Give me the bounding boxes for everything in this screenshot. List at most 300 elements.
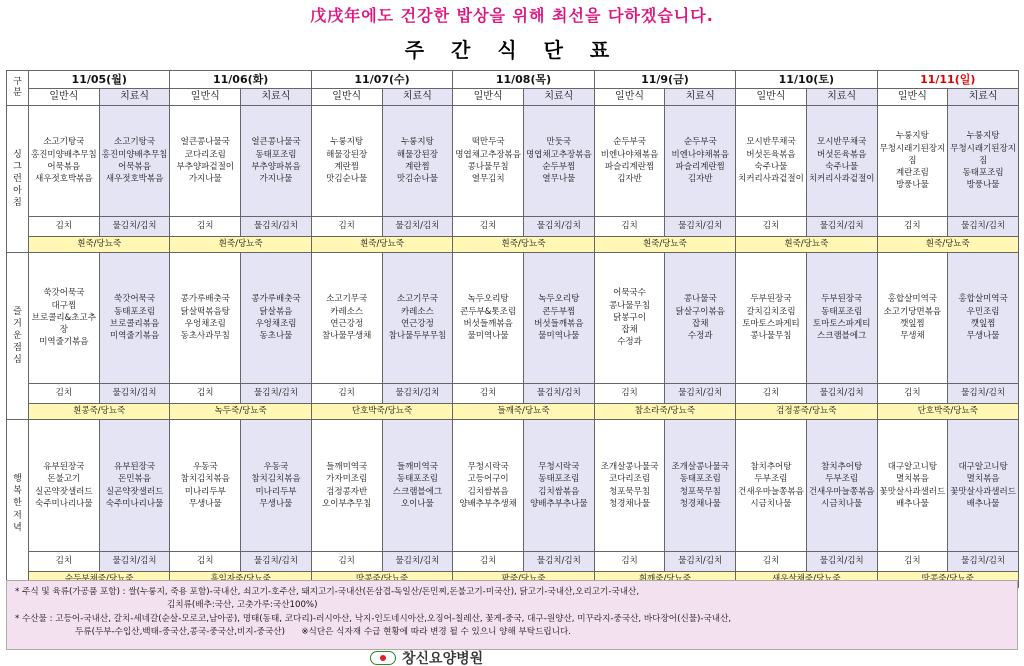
menu-item: 오이부추무침 <box>322 498 372 509</box>
menu-item: 해물강된장 <box>326 149 368 160</box>
menu-item: 순두부국 <box>613 137 646 148</box>
general-diet-header: 일반식 <box>29 89 100 106</box>
general-menu-cell <box>29 106 100 217</box>
kimchi-general: 김치 <box>594 384 665 404</box>
menu-item: 맛김순나물 <box>326 174 368 185</box>
menu-item: 누룽지탕 <box>400 137 434 148</box>
general-menu-cell <box>877 106 948 217</box>
menu-item: 닭봉구이 <box>613 312 646 323</box>
menu-item: 새우젓호박볶음 <box>35 174 93 185</box>
porridge-cell: 들깨죽/당뇨죽 <box>453 404 594 420</box>
menu-item: 시금치나물 <box>821 498 863 509</box>
menu-item: 청경채나물 <box>609 498 651 509</box>
menu-item: 참치김치볶음 <box>251 474 301 485</box>
kimchi-general: 김치 <box>29 217 100 237</box>
kimchi-therapeutic: 물김치/김치 <box>665 217 736 237</box>
kimchi-therapeutic: 물김치/김치 <box>382 552 453 572</box>
general-menu-cell <box>170 106 241 217</box>
menu-item: 얼큰콩나물국 <box>251 137 301 148</box>
kimchi-general: 김치 <box>877 217 948 237</box>
therapeutic-menu-cell <box>806 253 877 384</box>
menu-item: 무청시락국 <box>538 461 580 472</box>
menu-item: 깻잎찜 <box>900 319 925 329</box>
menu-item: 콩나물무침 <box>467 162 509 172</box>
date-header: 11/05(월) <box>29 71 170 89</box>
kimchi-general: 김치 <box>311 384 382 404</box>
menu-item: 꽃맛살사과샐러드 <box>950 486 1016 497</box>
menu-item: 누룽지탕 <box>330 137 364 148</box>
menu-item: 콩가루배춧국 <box>180 294 230 305</box>
menu-item: 명엽채고추장볶음 <box>455 149 521 160</box>
menu-item: 방풍나물 <box>895 180 929 191</box>
menu-item: 양배추부추생채 <box>459 498 517 509</box>
menu-item: 버섯들깨볶음 <box>463 319 513 329</box>
menu-item: 파슬리계란찜 <box>675 162 725 172</box>
therapeutic-menu-cell <box>99 253 170 384</box>
menu-item: 홍합살미역국 <box>958 294 1008 305</box>
therapeutic-menu-cell <box>241 106 312 217</box>
kimchi-therapeutic: 물김치/김치 <box>382 217 453 237</box>
menu-item: 김치쌈볶음 <box>538 486 580 497</box>
menu-item: 무생나물 <box>259 498 293 509</box>
menu-item: 조개살콩나물국 <box>600 461 659 472</box>
menu-item: 깻잎찜 <box>970 319 996 329</box>
therapeutic-menu-cell <box>948 106 1019 217</box>
menu-item: 김자반 <box>687 174 713 185</box>
general-menu-cell <box>170 420 241 552</box>
kimchi-general: 김치 <box>453 552 524 572</box>
menu-item: 잡채 <box>692 319 709 329</box>
porridge-cell: 흰죽/당뇨죽 <box>29 237 170 253</box>
therapeutic-diet-header: 치료식 <box>665 89 736 106</box>
menu-item: 콘두부&톳조림 <box>460 306 517 317</box>
general-menu-cell <box>594 106 665 217</box>
menu-item: 두부조림 <box>825 474 859 485</box>
menu-item: 동태포조림 <box>679 474 721 485</box>
menu-item: 카레소스 <box>330 306 364 317</box>
general-menu-cell <box>453 106 524 217</box>
menu-item: 누룽지탕 <box>895 131 929 142</box>
general-menu-cell <box>877 420 948 552</box>
meal-label: 행 복 한 저 녁 <box>7 420 29 588</box>
menu-item: 홍진미양배추무침 <box>101 149 168 160</box>
general-menu-cell <box>877 253 948 384</box>
menu-item: 토마토스파게티 <box>742 319 800 329</box>
menu-item: 수정과 <box>687 331 713 342</box>
therapeutic-diet-header: 치료식 <box>99 89 170 106</box>
menu-item: 멸치볶음 <box>966 474 1000 485</box>
general-diet-header: 일반식 <box>170 89 241 106</box>
menu-item: 물미역나물 <box>538 331 580 342</box>
menu-item: 갈치김치조림 <box>746 306 796 317</box>
menu-item: 조개살콩나물국 <box>671 461 729 472</box>
menu-item: 동태포조림 <box>255 149 297 160</box>
weekly-menu-table <box>6 70 1019 588</box>
kimchi-general: 김치 <box>736 217 807 237</box>
therapeutic-menu-cell <box>665 420 736 552</box>
menu-item: 계란조림 <box>895 168 929 179</box>
kimchi-general: 김치 <box>311 552 382 572</box>
menu-item: 수정과 <box>617 337 642 348</box>
general-menu-cell <box>736 420 807 552</box>
therapeutic-menu-cell <box>665 106 736 217</box>
general-menu-cell <box>311 253 382 384</box>
menu-item: 어묵볶음 <box>47 162 81 172</box>
meal-label: 즐 거 운 점 심 <box>7 253 29 420</box>
menu-item: 참나물무생채 <box>322 331 372 342</box>
porridge-cell: 흰죽/당뇨죽 <box>311 237 452 253</box>
menu-item: 두부된장국 <box>750 294 792 305</box>
therapeutic-menu-cell <box>665 253 736 384</box>
menu-item: 파슬리계란찜 <box>604 162 655 172</box>
notes-seafood-cont: 두류(두부-수입산,백태-중국산,콩국-중국산,비지-중국산) ※식단은 식자재 수급 현황에 따라 변경 될 수 있으니 양해 부탁드립니다. <box>75 626 572 637</box>
kimchi-general: 김치 <box>170 384 241 404</box>
menu-item: 김자반 <box>617 174 642 185</box>
date-header: 11/11(일) <box>877 71 1018 89</box>
kimchi-therapeutic: 물김치/김치 <box>948 384 1019 404</box>
menu-item: 버섯들깨볶음 <box>534 319 584 329</box>
menu-item: 모시반무채국 <box>817 137 867 148</box>
menu-item: 부추양파볶음 <box>251 162 301 172</box>
therapeutic-menu-cell <box>382 106 453 217</box>
menu-item: 소고기무국 <box>396 294 438 305</box>
kimchi-therapeutic: 물김치/김치 <box>99 384 170 404</box>
menu-item: 동초나물 <box>259 331 293 342</box>
kimchi-general: 김치 <box>453 217 524 237</box>
menu-item: 가지나물 <box>188 174 222 185</box>
menu-item: 브로콜리&초고추장 <box>31 312 96 336</box>
menu-item: 코다리조림 <box>184 149 226 160</box>
kimchi-therapeutic: 물김치/김치 <box>665 552 736 572</box>
porridge-cell: 단호박죽/당뇨죽 <box>877 404 1018 420</box>
general-menu-cell <box>594 420 665 552</box>
general-menu-cell <box>736 253 807 384</box>
therapeutic-menu-cell <box>382 420 453 552</box>
kimchi-therapeutic: 물김치/김치 <box>806 217 877 237</box>
menu-item: 양배추부추나물 <box>530 498 588 509</box>
kimchi-general: 김치 <box>453 384 524 404</box>
menu-item: 숙주미나리나물 <box>105 498 164 509</box>
kimchi-therapeutic: 물김치/김치 <box>523 552 594 572</box>
menu-item: 동초사과무침 <box>180 331 230 342</box>
hospital-logo-icon <box>370 651 396 665</box>
menu-item: 소고기당면볶음 <box>883 306 942 317</box>
kimchi-therapeutic: 물김치/김치 <box>99 217 170 237</box>
porridge-cell: 단호박죽/당뇨죽 <box>311 404 452 420</box>
date-header: 11/9(금) <box>594 71 735 89</box>
menu-item: 가자미조림 <box>326 474 368 485</box>
menu-item: 콩나물무침 <box>609 300 651 311</box>
menu-item: 치커리사과겉절이 <box>738 174 804 185</box>
menu-item: 동태포조림 <box>396 474 438 485</box>
menu-item: 우동국 <box>263 461 289 472</box>
menu-item: 스크램블에그 <box>817 331 867 342</box>
menu-item: 치커리사과겉절이 <box>808 174 875 185</box>
general-menu-cell <box>453 420 524 552</box>
menu-item: 청포묵무침 <box>609 486 651 497</box>
menu-item: 건새우마늘쫑볶음 <box>808 486 875 497</box>
menu-item: 미역줄기볶음 <box>109 331 160 342</box>
kimchi-therapeutic: 물김치/김치 <box>241 384 312 404</box>
general-menu-cell <box>736 106 807 217</box>
menu-item: 닭살떡볶음탕 <box>180 306 230 317</box>
menu-item: 어묵볶음 <box>118 162 151 172</box>
therapeutic-menu-cell <box>523 253 594 384</box>
menu-item: 두부조림 <box>754 474 788 485</box>
therapeutic-menu-cell <box>806 106 877 217</box>
menu-item: 모시반무채국 <box>746 137 796 148</box>
menu-item: 고등어구이 <box>467 474 509 485</box>
menu-item: 쑥갓어묵국 <box>114 294 156 305</box>
therapeutic-menu-cell <box>99 106 170 217</box>
menu-item: 들깨미역국 <box>396 461 438 472</box>
menu-item: 유부된장국 <box>43 461 85 472</box>
menu-item: 동태포조림 <box>114 306 156 317</box>
menu-item: 실곤약잣샐러드 <box>105 486 164 497</box>
kimchi-therapeutic: 물김치/김치 <box>241 217 312 237</box>
kimchi-therapeutic: 물김치/김치 <box>806 552 877 572</box>
menu-item: 버섯돈육볶음 <box>817 149 867 160</box>
menu-item: 어묵국수 <box>613 288 646 299</box>
menu-item: 계란찜 <box>405 162 430 172</box>
menu-item: 콩가루배춧국 <box>251 294 301 305</box>
kimchi-general: 김치 <box>594 552 665 572</box>
menu-item: 무청시래기된장지짐 <box>950 143 1016 166</box>
date-header: 11/07(수) <box>311 71 452 89</box>
menu-item: 두부된장국 <box>821 294 863 305</box>
menu-item: 명엽채고추장볶음 <box>525 149 592 160</box>
general-menu-cell <box>29 253 100 384</box>
kimchi-therapeutic: 물김치/김치 <box>382 384 453 404</box>
page-title: 주 간 식 단 표 <box>404 38 620 62</box>
menu-item: 멸치볶음 <box>895 474 929 485</box>
menu-item: 소고기탕국 <box>114 137 156 148</box>
menu-item: 가지나물 <box>259 174 293 185</box>
porridge-cell: 참소라죽/당뇨죽 <box>594 404 735 420</box>
general-menu-cell <box>594 253 665 384</box>
kimchi-general: 김치 <box>736 384 807 404</box>
menu-item: 숙주나물 <box>754 162 788 172</box>
meal-label: 싱 그 런 아 침 <box>7 106 29 253</box>
menu-item: 부추양파겉절이 <box>176 162 235 172</box>
menu-item: 토마토스파게티 <box>812 319 871 329</box>
date-header: 11/06(화) <box>170 71 311 89</box>
menu-item: 홍진미양배추무침 <box>31 149 97 160</box>
menu-item: 맛김순나물 <box>396 174 438 185</box>
kimchi-therapeutic: 물김치/김치 <box>523 384 594 404</box>
menu-item: 청경채나물 <box>679 498 721 509</box>
general-diet-header: 일반식 <box>453 89 524 106</box>
kimchi-general: 김치 <box>29 384 100 404</box>
menu-item: 들깨미역국 <box>326 461 368 472</box>
menu-item: 소고기탕국 <box>43 137 85 148</box>
porridge-cell: 흰죽/당뇨죽 <box>170 237 311 253</box>
porridge-cell: 검정콩죽/당뇨죽 <box>736 404 877 420</box>
therapeutic-diet-header: 치료식 <box>806 89 877 106</box>
kimchi-general: 김치 <box>170 552 241 572</box>
menu-item: 배추나물 <box>966 498 1000 509</box>
hospital-name: 창신요양병원 <box>402 651 484 666</box>
porridge-cell: 흰죽/당뇨죽 <box>594 237 735 253</box>
menu-item: 시금치나물 <box>750 498 792 509</box>
menu-item: 연근강정 <box>330 319 364 329</box>
porridge-cell: 녹두죽/당뇨죽 <box>170 404 311 420</box>
menu-item: 잡채 <box>621 325 638 336</box>
general-menu-cell <box>311 106 382 217</box>
menu-item: 순두부찜 <box>542 162 576 172</box>
menu-item: 순두부국 <box>683 137 717 148</box>
menu-item: 브로콜리볶음 <box>109 319 160 329</box>
kimchi-therapeutic: 물김치/김치 <box>948 552 1019 572</box>
kimchi-therapeutic: 물김치/김치 <box>523 217 594 237</box>
menu-item: 스크램블에그 <box>392 486 443 497</box>
menu-item: 닭살구이볶음 <box>675 306 725 317</box>
therapeutic-diet-header: 치료식 <box>241 89 312 106</box>
general-menu-cell <box>29 420 100 552</box>
date-header: 11/10(토) <box>736 71 877 89</box>
general-menu-cell <box>170 253 241 384</box>
menu-item: 물미역나물 <box>467 331 509 342</box>
menu-item: 무청시래기된장지짐 <box>879 143 946 166</box>
general-diet-header: 일반식 <box>311 89 382 106</box>
menu-item: 참나물두부무침 <box>388 331 447 342</box>
menu-item: 홍합살미역국 <box>887 294 938 305</box>
therapeutic-diet-header: 치료식 <box>382 89 453 106</box>
general-diet-header: 일반식 <box>877 89 948 106</box>
menu-item: 숙주나물 <box>825 162 859 172</box>
menu-item: 무청시락국 <box>467 461 509 472</box>
menu-item: 동태포조림 <box>821 306 863 317</box>
menu-item: 새우젓호박볶음 <box>105 174 164 185</box>
menu-item: 누룽지탕 <box>966 131 1000 142</box>
general-diet-header: 일반식 <box>736 89 807 106</box>
kimchi-general: 김치 <box>877 552 948 572</box>
therapeutic-menu-cell <box>382 253 453 384</box>
porridge-cell: 흰콩죽/당뇨죽 <box>29 404 170 420</box>
menu-item: 열무김치 <box>471 174 505 185</box>
therapeutic-diet-header: 치료식 <box>948 89 1019 106</box>
therapeutic-menu-cell <box>241 420 312 552</box>
menu-item: 김치쌈볶음 <box>467 486 509 497</box>
therapeutic-menu-cell <box>523 420 594 552</box>
therapeutic-menu-cell <box>523 106 594 217</box>
menu-item: 계란찜 <box>334 162 360 172</box>
menu-item: 배추나물 <box>895 498 929 509</box>
date-header: 11/08(목) <box>453 71 594 89</box>
menu-item: 콩나물국 <box>683 294 717 305</box>
menu-item: 코다리조림 <box>609 474 651 485</box>
kimchi-therapeutic: 물김치/김치 <box>99 552 170 572</box>
kimchi-general: 김치 <box>877 384 948 404</box>
menu-item: 우민조림 <box>966 306 1000 317</box>
therapeutic-diet-header: 치료식 <box>523 89 594 106</box>
notes-seafood: * 수산물 : 고등어-국내산, 갈치-세네갈(순살-모로코,남아공), 명태(동태, 코다리)-러시아산, 낙지-인도네시아산,오징어-칠레산, 꽃게-중국, 대구-원양산, 미꾸라지-중국산, 바다장어(신물)-국내산, <box>15 613 732 624</box>
menu-item: 녹두오리탕 <box>538 294 580 305</box>
menu-item: 떡만두국 <box>471 137 505 148</box>
menu-item: 비엔나야채볶음 <box>671 149 729 160</box>
menu-item: 우엉채조림 <box>255 319 297 329</box>
kimchi-therapeutic: 물김치/김치 <box>806 384 877 404</box>
menu-item: 오이나물 <box>400 498 434 509</box>
menu-item: 미역줄기볶음 <box>39 337 89 348</box>
kimchi-therapeutic: 물김치/김치 <box>665 384 736 404</box>
menu-item: 돈민볶음 <box>118 474 151 485</box>
menu-item: 검정콩자반 <box>326 486 368 497</box>
notes-origin: * 주식 및 육류(가공품 포함) : 쌀(누룽지, 죽용 포함)-국내산, 쇠고기-호주산, 돼지고기-국내산(돈삼겹-독일산/돈민찌,돈불고기-미국산), 닭고기-국내산,오리고기-국내산, <box>15 587 640 597</box>
menu-item: 버섯돈육볶음 <box>746 149 796 160</box>
porridge-cell: 흰죽/당뇨죽 <box>736 237 877 253</box>
notes-origin-cont: 김치류(배추:국산, 고춧가루:국산100%) <box>167 600 318 611</box>
menu-item: 대구찜 <box>51 300 77 311</box>
kimchi-general: 김치 <box>170 217 241 237</box>
menu-item: 만둣국 <box>546 137 572 148</box>
menu-item: 동태포조림 <box>538 474 580 485</box>
therapeutic-menu-cell <box>241 253 312 384</box>
menu-item: 참치추어탕 <box>821 461 863 472</box>
menu-item: 닭살볶음 <box>259 306 293 317</box>
notes-box <box>6 580 1018 650</box>
menu-item: 참치추어탕 <box>750 461 792 472</box>
menu-item: 무생나물 <box>188 498 222 509</box>
therapeutic-menu-cell <box>948 253 1019 384</box>
kimchi-general: 김치 <box>311 217 382 237</box>
menu-item: 비엔나야채볶음 <box>600 149 659 160</box>
menu-item: 유부된장국 <box>114 461 156 472</box>
menu-item: 실곤약잣샐러드 <box>35 486 93 497</box>
menu-item: 녹두오리탕 <box>467 294 509 305</box>
therapeutic-menu-cell <box>806 420 877 552</box>
general-menu-cell <box>453 253 524 384</box>
menu-item: 방풍나물 <box>966 180 1000 191</box>
menu-item: 우동국 <box>192 461 218 472</box>
menu-item: 콩나물무침 <box>750 331 792 342</box>
menu-item: 미나리두부 <box>184 486 226 497</box>
menu-item: 무생채 <box>900 331 925 342</box>
menu-item: 연근강정 <box>400 319 434 329</box>
menu-item: 건새우마늘쫑볶음 <box>738 486 804 497</box>
menu-item: 쑥갓어묵국 <box>43 288 85 299</box>
menu-item: 얼큰콩나물국 <box>180 137 230 148</box>
menu-item: 꽃맛살사과샐러드 <box>879 486 946 497</box>
menu-item: 동태포조림 <box>962 168 1004 179</box>
menu-item: 돈불고기 <box>47 474 81 485</box>
therapeutic-menu-cell <box>948 420 1019 552</box>
menu-item: 카레소스 <box>400 306 434 317</box>
menu-item: 무생나물 <box>966 331 1000 342</box>
menu-item: 우엉채조림 <box>184 319 226 329</box>
kimchi-general: 김치 <box>594 217 665 237</box>
kimchi-therapeutic: 물김치/김치 <box>948 217 1019 237</box>
therapeutic-menu-cell <box>99 420 170 552</box>
menu-item: 숙주미나리나물 <box>35 498 93 509</box>
kimchi-general: 김치 <box>736 552 807 572</box>
menu-item: 미나리두부 <box>255 486 297 497</box>
gubun-header: 구 분 <box>7 71 29 106</box>
menu-item: 소고기무국 <box>326 294 368 305</box>
general-diet-header: 일반식 <box>594 89 665 106</box>
menu-item: 대구알고니탕 <box>958 461 1008 472</box>
kimchi-general: 김치 <box>29 552 100 572</box>
hospital-footer <box>370 650 690 666</box>
porridge-cell: 흰죽/당뇨죽 <box>453 237 594 253</box>
general-menu-cell <box>311 420 382 552</box>
menu-item: 참치김치볶음 <box>180 474 230 485</box>
menu-item: 해물강된장 <box>396 149 438 160</box>
slogan-banner: 戊戌年에도 건강한 밥상을 위해 최선을 다하겠습니다. <box>310 6 714 25</box>
porridge-cell: 흰죽/당뇨죽 <box>877 237 1018 253</box>
menu-item: 청포묵무침 <box>679 486 721 497</box>
menu-item: 콘두부찜 <box>542 306 576 317</box>
